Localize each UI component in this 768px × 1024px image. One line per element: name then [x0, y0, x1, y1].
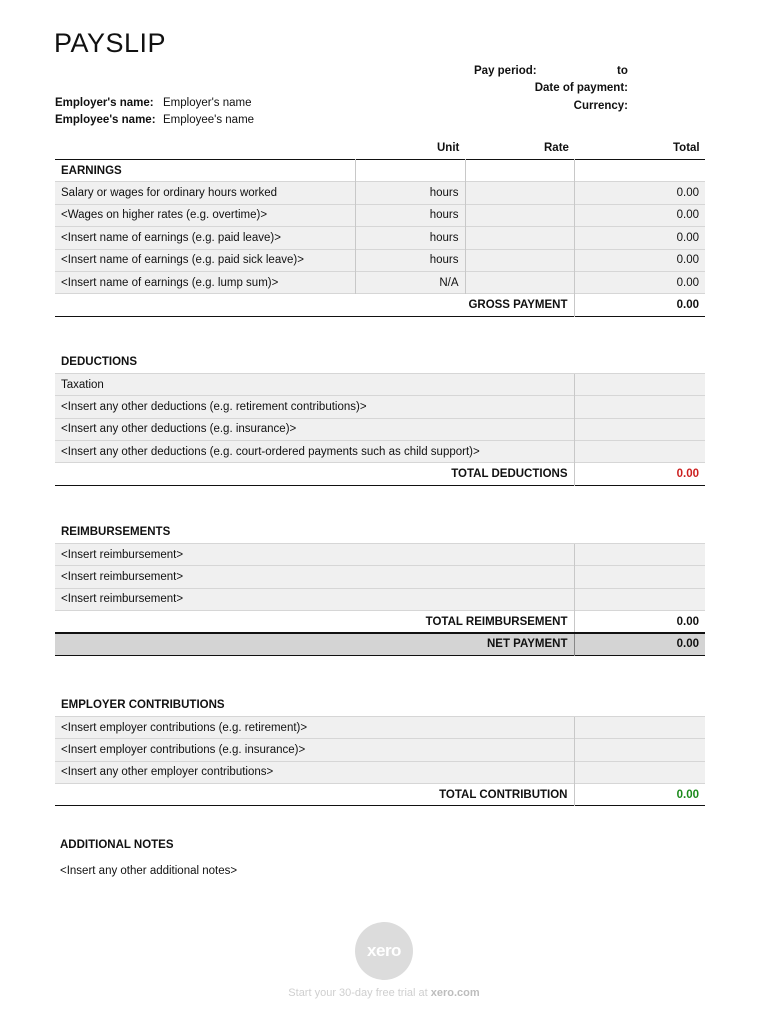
deductions-desc: Taxation: [55, 373, 574, 395]
total-deductions-value: 0.00: [574, 463, 705, 485]
contribution-desc: <Insert employer contributions (e.g. insurance)>: [55, 739, 574, 761]
table-row: [55, 761, 705, 783]
table-row: [55, 396, 705, 418]
earnings-unit: hours: [355, 204, 465, 226]
employer-contributions-heading: EMPLOYER CONTRIBUTIONS: [55, 694, 574, 716]
footer-trial-text: Start your 30-day free trial at: [288, 987, 428, 999]
column-unit-header: Unit: [437, 142, 460, 154]
earnings-total: 0.00: [574, 204, 705, 226]
footer-trial-link[interactable]: xero.com: [430, 987, 480, 999]
reimbursement-total: [574, 566, 705, 588]
gross-payment-row: [55, 294, 705, 316]
additional-notes-text: <Insert any other additional notes>: [60, 865, 238, 877]
net-payment-row: [55, 633, 705, 655]
employer-value: Employer's name: [163, 97, 252, 109]
column-total-header: Total: [673, 142, 700, 154]
contribution-total: [574, 761, 705, 783]
additional-notes-heading: ADDITIONAL NOTES: [60, 839, 174, 851]
earnings-unit: hours: [355, 182, 465, 204]
table-row: [55, 739, 705, 761]
earnings-desc: Salary or wages for ordinary hours worked: [55, 182, 355, 204]
total-reimbursement-label: TOTAL REIMBURSEMENT: [55, 611, 574, 633]
deductions-table: [55, 351, 705, 486]
net-payment-label: NET PAYMENT: [55, 633, 574, 655]
deductions-heading: DEDUCTIONS: [55, 351, 574, 373]
total-contribution-value: 0.00: [574, 784, 705, 806]
earnings-desc: <Insert name of earnings (e.g. lump sum)>: [55, 271, 355, 293]
date-of-payment-label: Date of payment:: [534, 82, 628, 94]
deductions-total: [574, 441, 705, 463]
deductions-desc: <Insert any other deductions (e.g. insurance)>: [55, 418, 574, 440]
xero-logo: [355, 922, 413, 980]
earnings-total: 0.00: [574, 271, 705, 293]
footer-trial: [0, 987, 768, 999]
contribution-desc: <Insert any other employer contributions>: [55, 761, 574, 783]
table-row: [55, 271, 705, 293]
table-row: [55, 543, 705, 565]
table-row: [55, 227, 705, 249]
deductions-desc: <Insert any other deductions (e.g. court-ordered payments such as child support)>: [55, 441, 574, 463]
earnings-rate: [465, 249, 574, 271]
employer-row: [55, 97, 251, 109]
contribution-total: [574, 716, 705, 738]
deductions-total: [574, 373, 705, 395]
total-deductions-row: [55, 463, 705, 485]
page-title: PAYSLIP: [54, 28, 167, 58]
table-row: [55, 588, 705, 610]
reimbursement-total: [574, 543, 705, 565]
pay-period-to-label: to: [617, 65, 628, 77]
earnings-total: 0.00: [574, 227, 705, 249]
earnings-heading: EARNINGS: [55, 160, 355, 182]
xero-logo-text: xero: [367, 941, 401, 960]
table-row: [55, 182, 705, 204]
earnings-desc: <Insert name of earnings (e.g. paid sick leave)>: [55, 249, 355, 271]
earnings-table: [55, 159, 705, 317]
table-row: [55, 249, 705, 271]
contribution-total: [574, 739, 705, 761]
table-row: [55, 418, 705, 440]
total-deductions-label: TOTAL DEDUCTIONS: [55, 463, 574, 485]
total-reimbursement-value: 0.00: [574, 611, 705, 633]
deductions-total: [574, 418, 705, 440]
net-payment-value: 0.00: [574, 633, 705, 655]
employer-label: Employer's name:: [55, 97, 154, 109]
total-contribution-label: TOTAL CONTRIBUTION: [55, 784, 574, 806]
reimbursement-desc: <Insert reimbursement>: [55, 566, 574, 588]
employee-label: Employee's name:: [55, 114, 156, 126]
table-row: [55, 716, 705, 738]
earnings-total: 0.00: [574, 182, 705, 204]
earnings-desc: <Wages on higher rates (e.g. overtime)>: [55, 204, 355, 226]
gross-payment-label: GROSS PAYMENT: [55, 294, 574, 316]
reimbursements-heading: REIMBURSEMENTS: [55, 521, 574, 543]
contribution-desc: <Insert employer contributions (e.g. retirement)>: [55, 716, 574, 738]
earnings-unit: N/A: [355, 271, 465, 293]
earnings-unit: hours: [355, 249, 465, 271]
gross-payment-value: 0.00: [574, 294, 705, 316]
table-row: [55, 204, 705, 226]
table-row: [55, 373, 705, 395]
earnings-rate: [465, 271, 574, 293]
deductions-total: [574, 396, 705, 418]
currency-label: Currency:: [573, 100, 628, 112]
earnings-rate: [465, 204, 574, 226]
reimbursements-table: [55, 521, 705, 656]
earnings-unit: hours: [355, 227, 465, 249]
earnings-total: 0.00: [574, 249, 705, 271]
earnings-rate: [465, 182, 574, 204]
pay-period-label: Pay period:: [474, 65, 537, 77]
employee-row: [55, 114, 254, 126]
table-row: [55, 441, 705, 463]
reimbursement-desc: <Insert reimbursement>: [55, 543, 574, 565]
table-row: [55, 566, 705, 588]
reimbursement-desc: <Insert reimbursement>: [55, 588, 574, 610]
total-reimbursement-row: [55, 611, 705, 633]
employee-value: Employee's name: [163, 114, 255, 126]
earnings-desc: <Insert name of earnings (e.g. paid leave)>: [55, 227, 355, 249]
deductions-desc: <Insert any other deductions (e.g. retirement contributions)>: [55, 396, 574, 418]
earnings-rate: [465, 227, 574, 249]
column-rate-header: Rate: [544, 142, 569, 154]
total-contribution-row: [55, 784, 705, 806]
reimbursement-total: [574, 588, 705, 610]
employer-contributions-table: [55, 694, 705, 806]
